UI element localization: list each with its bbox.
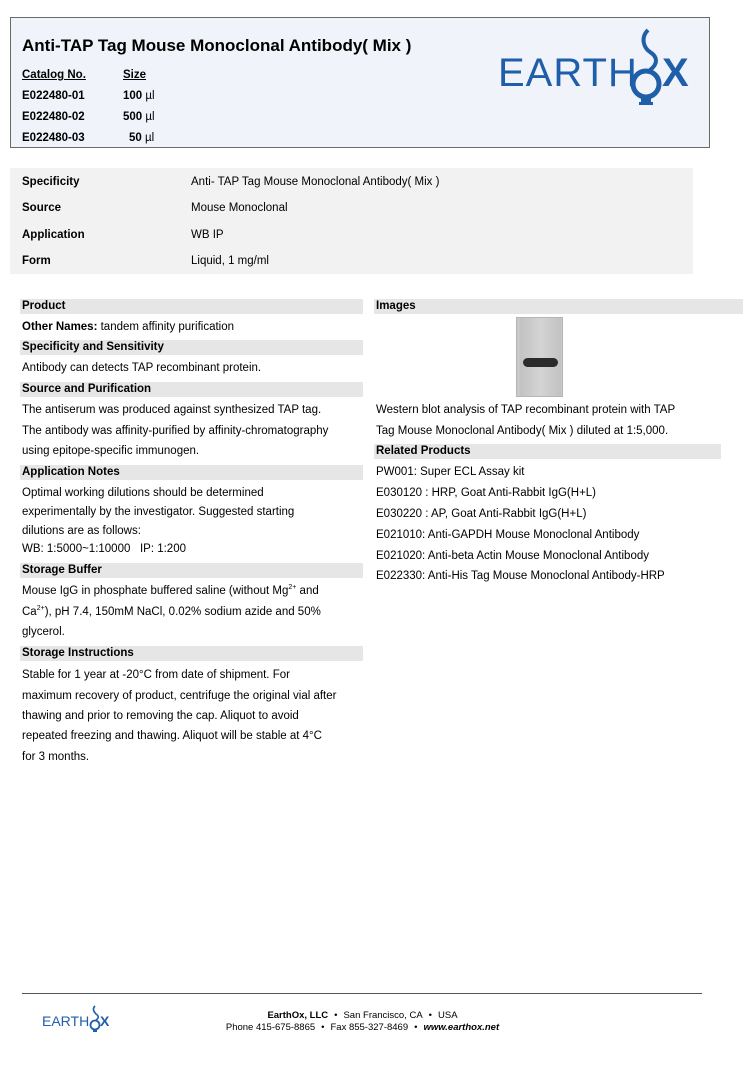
storage-text-line: thawing and prior to removing the cap. Aliquot to avoid: [22, 710, 299, 722]
catalog-number: E022480-01: [22, 90, 85, 102]
source-text-line: The antiserum was produced against synthesized TAP tag.: [22, 404, 322, 416]
footer-phone: Phone 415-675-8865: [225, 1022, 316, 1033]
images-section-heading: Images: [374, 299, 743, 314]
related-product-item: E030220 : AP, Goat Anti-Rabbit IgG(H+L): [376, 508, 587, 520]
spec-value: WB IP: [191, 229, 224, 241]
application-text-line: experimentally by the investigator. Suggested starting: [22, 506, 295, 518]
bullet: •: [321, 1022, 325, 1033]
blot-lane: [520, 318, 561, 396]
application-notes-heading: Application Notes: [20, 465, 363, 480]
catalog-number: E022480-02: [22, 111, 85, 123]
other-names-label: Other Names:: [22, 321, 98, 333]
storage-instructions-heading: Storage Instructions: [20, 646, 363, 661]
spec-label: Form: [22, 255, 51, 267]
footer-divider: [22, 993, 702, 994]
buffer-text-line: [22, 584, 319, 599]
related-products-heading: Related Products: [374, 444, 721, 459]
storage-text-line: for 3 months.: [22, 751, 90, 763]
spec-label: Specificity: [22, 176, 80, 188]
size-unit: µl: [145, 132, 155, 144]
storage-text-line: repeated freezing and thawing. Aliquot will be stable at 4°C: [22, 730, 322, 742]
earthox-logo: [498, 26, 694, 106]
buffer-text: ), pH 7.4, 150mM NaCl, 0.02% sodium azide and 50%: [44, 606, 321, 618]
buffer-text: and: [296, 585, 319, 597]
bullet: •: [334, 1010, 338, 1021]
spec-table: [10, 168, 693, 274]
footer-logo: [42, 1004, 112, 1034]
application-text-line: dilutions are as follows:: [22, 525, 141, 537]
buffer-text-line: glycerol.: [22, 626, 65, 638]
related-product-item: E022330: Anti-His Tag Mouse Monoclonal Antibody-HRP: [376, 570, 665, 582]
source-section-heading: Source and Purification: [20, 382, 363, 397]
footer-city: San Francisco, CA: [343, 1010, 423, 1021]
product-section-heading: Product: [20, 299, 363, 314]
application-text-line: Optimal working dilutions should be determined: [22, 487, 264, 499]
size-unit: µl: [145, 111, 155, 123]
source-text-line: using epitope-specific immunogen.: [22, 445, 200, 457]
related-product-item: E030120 : HRP, Goat Anti-Rabbit IgG(H+L): [376, 487, 597, 499]
superscript: 2+: [288, 584, 297, 591]
specificity-text: Antibody can detects TAP recombinant protein.: [22, 362, 262, 374]
size-value: 100: [123, 90, 143, 102]
other-names-value: tandem affinity purification: [97, 321, 235, 333]
catalog-column-header: Catalog No.: [22, 69, 86, 81]
svg-text:EARTH: EARTH: [42, 1013, 90, 1029]
footer-company: EarthOx, LLC: [267, 1010, 329, 1021]
bullet: •: [428, 1010, 432, 1021]
storage-text-line: maximum recovery of product, centrifuge the original vial after: [22, 690, 337, 702]
related-product-item: E021020: Anti-beta Actin Mouse Monoclonal Antibody: [376, 550, 649, 562]
size-value: 50: [129, 132, 142, 144]
footer-fax: Fax 855-327-8469: [330, 1022, 409, 1033]
svg-text:EARTH: EARTH: [498, 51, 638, 95]
buffer-text-line: [22, 605, 321, 620]
spec-label: Application: [22, 229, 85, 241]
footer-contact: [150, 1022, 575, 1033]
related-product-item: PW001: Super ECL Assay kit: [376, 466, 525, 478]
storage-text-line: Stable for 1 year at -20°C from date of shipment. For: [22, 669, 290, 681]
size-unit: µl: [145, 90, 155, 102]
storage-buffer-heading: Storage Buffer: [20, 563, 363, 578]
buffer-text: Mouse IgG in phosphate buffered saline (without Mg: [22, 585, 289, 597]
spec-value: Liquid, 1 mg/ml: [191, 255, 269, 267]
image-caption-line: Western blot analysis of TAP recombinant protein with TAP: [376, 404, 676, 416]
spec-label: Source: [22, 202, 61, 214]
source-text-line: The antibody was affinity-purified by affinity-chromatography: [22, 425, 329, 437]
size-value: 500: [123, 111, 143, 123]
image-caption-line: Tag Mouse Monoclonal Antibody( Mix ) diluted at 1:5,000.: [376, 425, 669, 437]
related-product-item: E021010: Anti-GAPDH Mouse Monoclonal Antibody: [376, 529, 640, 541]
spec-value: Mouse Monoclonal: [191, 202, 288, 214]
product-header: [10, 17, 710, 148]
svg-text:X: X: [100, 1013, 110, 1029]
page-title: Anti-TAP Tag Mouse Monoclonal Antibody( Mix ): [22, 36, 412, 55]
spec-value: Anti- TAP Tag Mouse Monoclonal Antibody( Mix ): [191, 176, 440, 188]
buffer-text: Ca: [22, 606, 37, 618]
specificity-section-heading: Specificity and Sensitivity: [20, 340, 363, 355]
footer-address: [150, 1010, 575, 1021]
other-names: [22, 320, 234, 335]
western-blot-image: [516, 317, 563, 397]
svg-text:X: X: [662, 51, 689, 95]
superscript: 2+: [36, 605, 45, 612]
blot-band: [523, 358, 558, 367]
catalog-number: E022480-03: [22, 132, 85, 144]
bullet: •: [414, 1022, 418, 1033]
application-dilutions: WB: 1:5000~1:10000 IP: 1:200: [22, 543, 186, 555]
size-column-header: Size: [123, 69, 147, 81]
footer-website-link[interactable]: www.earthox.net: [423, 1022, 500, 1033]
footer-country: USA: [438, 1010, 458, 1021]
